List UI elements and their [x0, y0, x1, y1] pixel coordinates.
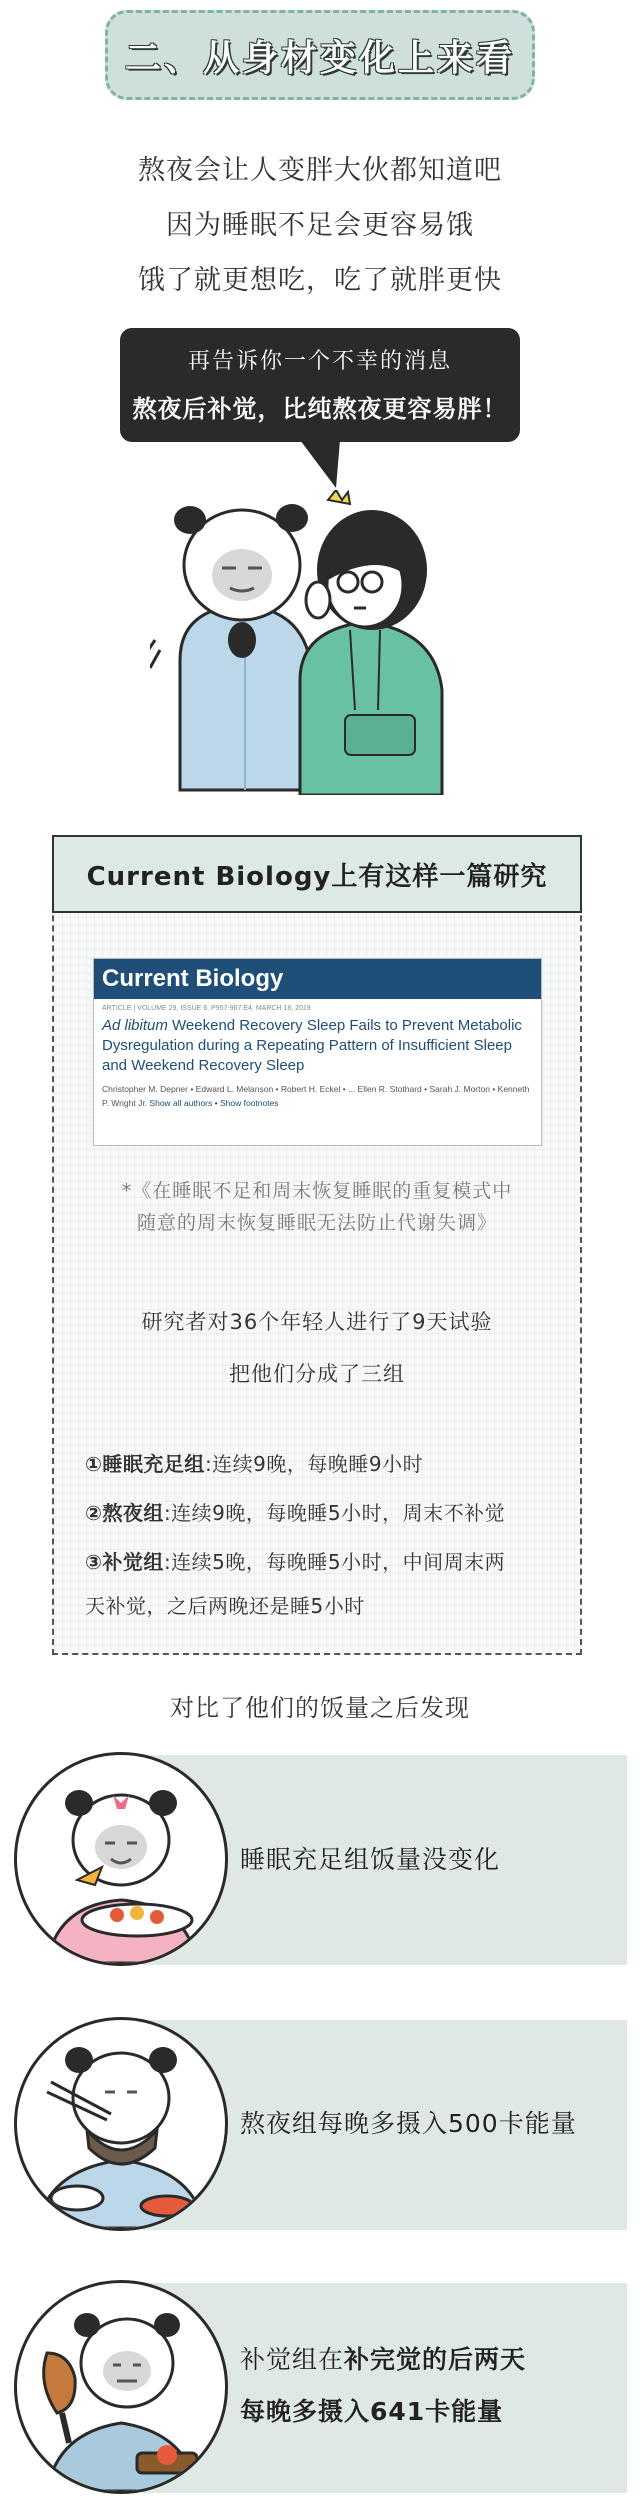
finding-text-1: 睡眠充足组饭量没变化: [240, 1845, 501, 1874]
study-note-2: 随意的周末恢复睡眠无法防止代谢失调》: [136, 1212, 497, 1234]
author-links[interactable]: Show all authors • Show footnotes: [149, 1098, 279, 1108]
finding-text-3b: 每晚多摄入641卡能量: [240, 2397, 504, 2426]
journal-screenshot: [93, 958, 542, 1146]
section-title-badge: [105, 10, 535, 100]
finding-3-pre: 补觉组在: [240, 2345, 345, 2374]
group-1-label: ①睡眠充足组: [85, 1452, 205, 1476]
study-header: Current Biology上有这样一篇研究: [52, 835, 582, 913]
article-title-rest: Weekend Recovery Sleep Fails to Prevent Metabolic Dysregulation during a Repeating Pattern of Insufficient Sleep and Weekend Recovery Sleep: [102, 1017, 522, 1074]
group-3-text: :连续5晚，每晚睡5小时，中间周末两: [163, 1550, 506, 1574]
speech-bubble: [120, 328, 520, 442]
finding-3-bold: 补完觉的后两天: [344, 2345, 527, 2374]
study-desc-1: 研究者对36个年轻人进行了9天试验: [141, 1310, 493, 1334]
article-title-italic: Ad libitum: [102, 1017, 168, 1034]
group-3-cont: 天补觉，之后两晚还是睡5小时: [85, 1594, 365, 1618]
group-2-label: ②熬夜组: [85, 1501, 164, 1525]
panda-noodles-avatar: [14, 2017, 228, 2231]
study-desc-2: 把他们分成了三组: [229, 1362, 405, 1386]
finding-text-3: [240, 2338, 526, 2382]
bubble-line-2: 熬夜后补觉，比纯熬夜更容易胖！: [132, 395, 508, 423]
group-3-label: ③补觉组: [85, 1550, 164, 1574]
journal-name: Current Biology: [94, 959, 541, 999]
group-1: [85, 1448, 423, 1477]
group-2: [85, 1497, 505, 1526]
whisper-illustration: [150, 490, 490, 795]
authors-text: Christopher M. Depner • Edward L. Melanson • Robert H. Eckel • ... Ellen R. Stothard • Sarah J. Morton • Kenneth P. Wright Jr.: [102, 1084, 530, 1108]
article-authors: [94, 1076, 541, 1110]
panda-drumstick-avatar: [14, 2280, 228, 2494]
intro-line-2: 因为睡眠不足会更容易饿: [166, 210, 474, 241]
group-1-text: :连续9晚，每晚睡9小时: [204, 1452, 424, 1476]
bubble-tail: [300, 440, 350, 490]
group-2-text: :连续9晚，每晚睡5小时，周末不补觉: [163, 1501, 506, 1525]
article-title: [94, 1012, 541, 1076]
intro-line-3: 饿了就更想吃，吃了就胖更快: [138, 265, 502, 296]
group-3: [85, 1546, 505, 1575]
section-title: 二、从身材变化上来看: [124, 37, 515, 79]
finding-text-2: 熬夜组每晚多摄入500卡能量: [240, 2109, 577, 2138]
findings-intro: 对比了他们的饭量之后发现: [170, 1694, 470, 1722]
intro-line-1: 熬夜会让人变胖大伙都知道吧: [138, 155, 502, 186]
bubble-line-1: 再告诉你一个不幸的消息: [187, 349, 452, 374]
panda-eating-avatar: [14, 1752, 228, 1966]
study-note-1: *《在睡眠不足和周末恢复睡眠的重复模式中: [121, 1180, 513, 1202]
journal-meta: ARTICLE | VOLUME 29, ISSUE 6, P957-967.E4, MARCH 18, 2019: [102, 1005, 311, 1012]
